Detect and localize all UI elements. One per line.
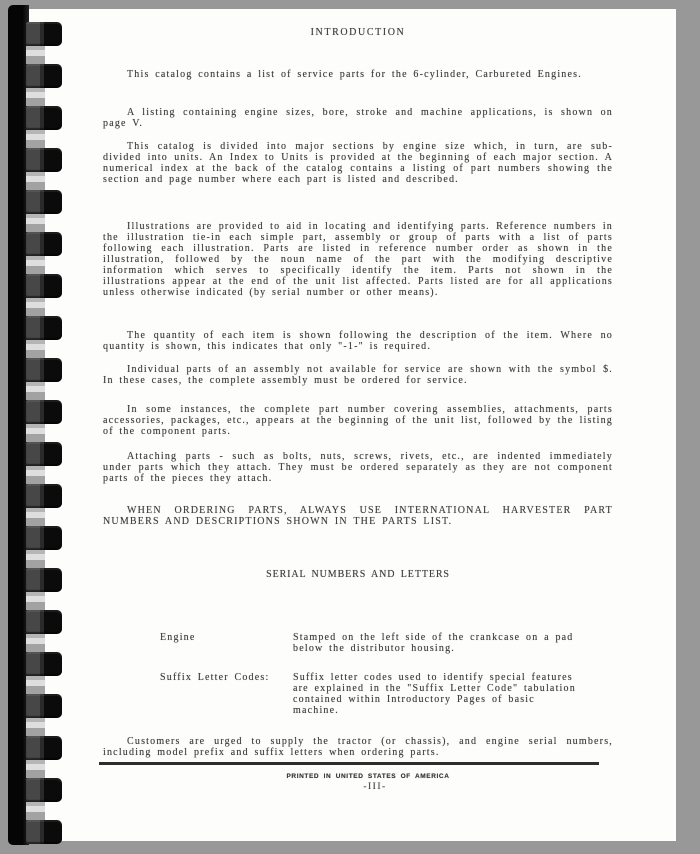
intro-paragraph: This catalog contains a list of service parts for the 6-cylinder, Carbureted Engines. — [127, 69, 582, 80]
printed-in-usa-note: PRINTED IN UNITED STATES OF AMERICA — [286, 773, 450, 780]
binding-tooth — [26, 652, 62, 676]
ordering-notice-paragraph: WHEN ORDERING PARTS, ALWAYS USE INTERNATIONAL HARVESTER PART NUMBERS AND DESCRIPTIONS SHOWN IN THE PARTS LIST. — [103, 505, 613, 527]
binding-tooth — [26, 568, 62, 592]
binding-tooth — [26, 106, 62, 130]
binding-tooth — [26, 22, 62, 46]
binding-tooth — [26, 442, 62, 466]
intro-paragraph: The quantity of each item is shown following the description of the item. Where no quantity is shown, this indicates that only "-1-" is required. — [103, 330, 613, 352]
binding-comb-highlights — [26, 22, 45, 842]
binding-tooth — [26, 820, 62, 844]
binding-tooth — [26, 190, 62, 214]
serial-entry-suffix-codes — [103, 672, 613, 716]
binding-tooth — [26, 484, 62, 508]
footer-rule — [99, 762, 599, 765]
binding-tooth — [26, 736, 62, 760]
serial-entry-engine — [103, 632, 613, 654]
binding-tooth — [26, 316, 62, 340]
binding-tooth — [26, 148, 62, 172]
binding-tooth — [26, 358, 62, 382]
binding-tooth — [26, 778, 62, 802]
intro-paragraph: Attaching parts - such as bolts, nuts, screws, rivets, etc., are indented immediately under parts which they attach. They must be ordered separately as they are not component parts of the pieces they attach. — [103, 451, 613, 484]
binding-tooth — [26, 232, 62, 256]
intro-paragraph: In some instances, the complete part number covering assemblies, attachments, parts accessories, packages, etc., appears at the beginning of the unit list, followed by the listing of the component parts. — [103, 404, 613, 437]
page-number: -III- — [363, 782, 387, 792]
closing-paragraph: Customers are urged to supply the tractor (or chassis), and engine serial numbers, including model prefix and suffix letters when ordering parts. — [103, 736, 613, 758]
binding-tooth — [26, 694, 62, 718]
binding-tooth — [26, 610, 62, 634]
intro-paragraph: Illustrations are provided to aid in locating and identifying parts. Reference numbers in the illustration tie-in each simple part, assembly or group of parts with a list of parts following each illustration. Parts are listed in reference number order as shown in the illustration, followed by the noun name of the part with the modifying descriptive information which serves to specifically identify the item. Parts not shown in the illustrations appear at the end of the unit list affected. Parts listed are for all applications unless otherwise indicated (by serial number or other means). — [103, 221, 613, 298]
page-title: INTRODUCTION — [310, 27, 406, 38]
binding-tooth — [26, 526, 62, 550]
serial-numbers-heading: SERIAL NUMBERS AND LETTERS — [266, 569, 450, 580]
comb-binding — [0, 0, 70, 854]
serial-entry-description: Stamped on the left side of the crankcase on a pad below the distributor housing. — [293, 632, 574, 654]
intro-paragraph: Individual parts of an assembly not available for service are shown with the symbol $. In these cases, the complete assembly must be ordered for service. — [103, 364, 613, 386]
intro-paragraph: This catalog is divided into major sections by engine size which, in turn, are sub-divided into units. An Index to Units is provided at the beginning of each major section. A numerical index at the back of the catalog contains a listing of part numbers showing the section and page number where each part is listed and described. — [103, 141, 613, 185]
binding-tooth — [26, 274, 62, 298]
serial-entry-label: Suffix Letter Codes: — [160, 672, 270, 683]
page-content — [103, 0, 613, 854]
serial-entry-description: Suffix letter codes used to identify special features are explained in the "Suffix Letter Code" tabulation contained within Introductory Pages of basic machine. — [293, 672, 576, 716]
serial-entry-label: Engine — [160, 632, 196, 643]
binding-tooth — [26, 64, 62, 88]
intro-paragraph: A listing containing engine sizes, bore, stroke and machine applications, is shown on page V. — [103, 107, 613, 129]
binding-tooth — [26, 400, 62, 424]
